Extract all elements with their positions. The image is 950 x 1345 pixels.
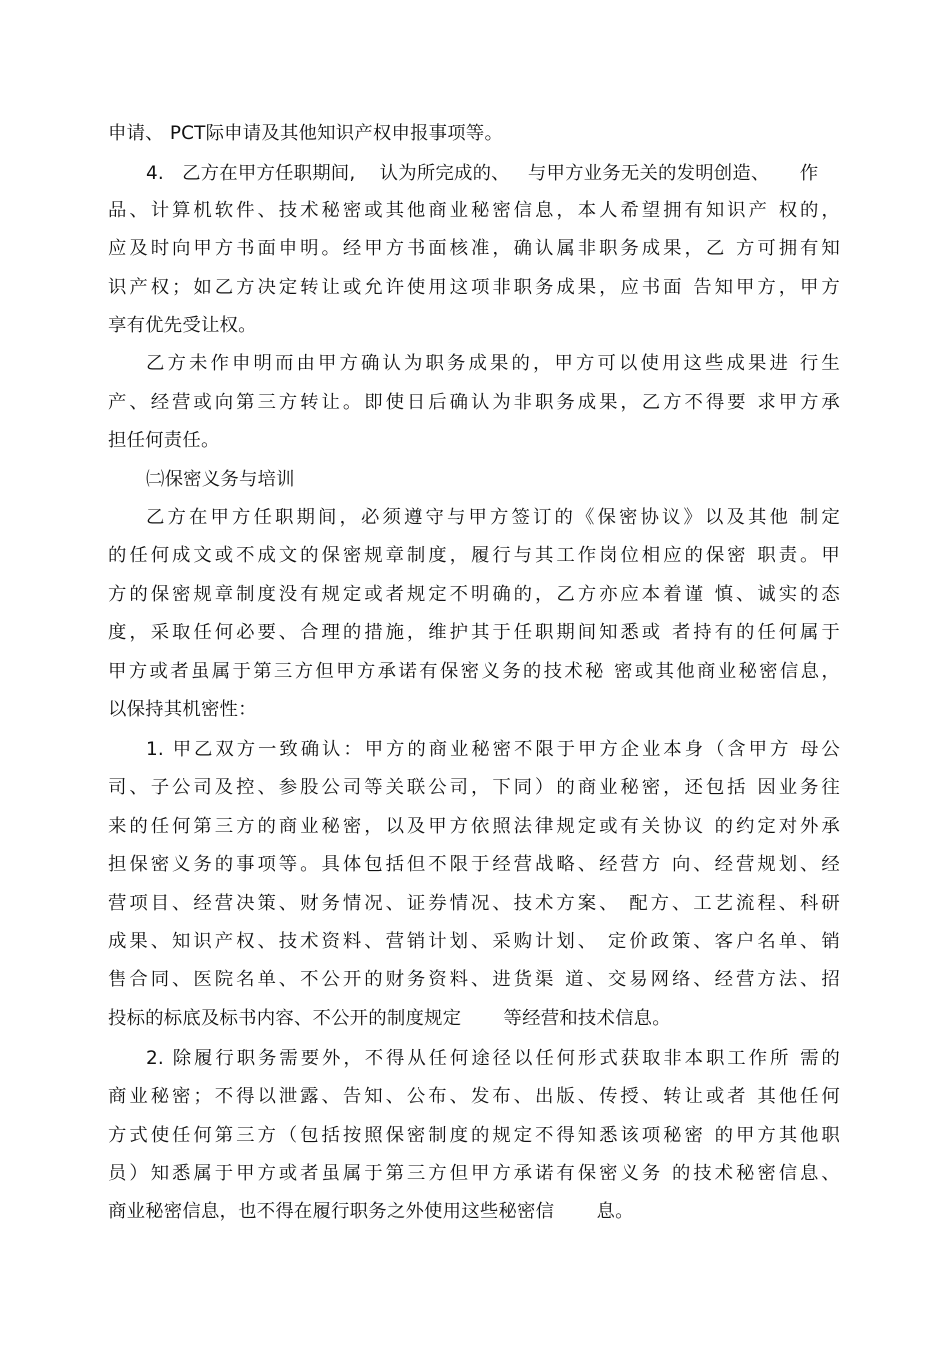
- text-line: 以保持其机密性：: [108, 699, 257, 720]
- text-line: 成果、知识产权、技术资料、营销计划、采购计划、 定价政策、客户名单、销: [108, 931, 840, 952]
- text-line: 申请、 PCT际申请及其他知识产权申报事项等。: [108, 123, 504, 144]
- text-line: 方的保密规章制度没有规定或者规定不明确的，乙方亦应本着谨 慎、诚实的态: [108, 584, 840, 605]
- text-line: 识产权；如乙方决定转让或允许使用这项非职务成果，应书面 告知甲方，甲方: [108, 277, 840, 298]
- text-line: 产、经营或向第三方转让。即使日后确认为非职务成果，乙方不得要 求甲方承: [108, 392, 840, 413]
- text-line: 营项目、经营决策、财务情况、证券情况、技术方案、 配方、工艺流程、科研: [108, 893, 840, 914]
- text-line: 担保密义务的事项等。具体包括但不限于经营战略、经营方 向、经营规划、经: [108, 854, 840, 875]
- text-line: 的任何成文或不成文的保密规章制度，履行与其工作岗位相应的保密 职责。甲: [108, 545, 840, 566]
- text-line: 售合同、医院名单、不公开的财务资料、进货渠 道、交易网络、经营方法、招: [108, 969, 840, 990]
- text-line: 4. 乙方在甲方任职期间, 认为所完成的、 与甲方业务无关的发明创造、 作: [146, 163, 819, 184]
- text-line: 乙方在甲方任职期间，必须遵守与甲方签订的《保密协议》以及其他 制定: [146, 507, 840, 528]
- text-line: 甲方或者虽属于第三方但甲方承诺有保密义务的技术秘 密或其他商业秘密信息，: [108, 661, 840, 682]
- text-line: 来的任何第三方的商业秘密，以及甲方依照法律规定或有关协议 的约定对外承: [108, 816, 840, 837]
- text-line: 司、子公司及控、参股公司等关联公司，下同）的商业秘密，还包括 因业务往: [108, 777, 840, 798]
- text-line: 方式使任何第三方（包括按照保密制度的规定不得知悉该项秘密 的甲方其他职: [108, 1125, 840, 1146]
- text-line: 乙方未作申明而由甲方确认为职务成果的，甲方可以使用这些成果进 行生: [146, 353, 840, 374]
- text-line: 投标的标底及标书内容、不公开的制度规定 等经营和技术信息。: [108, 1008, 671, 1029]
- text-line: 度，采取任何必要、合理的措施，维护其于任职期间知悉或 者持有的任何属于: [108, 622, 840, 643]
- section-heading: ㈡保密义务与培训: [146, 469, 295, 490]
- text-line: 商业秘密信息，也不得在履行职务之外使用这些秘密信 息。: [108, 1201, 634, 1222]
- text-line: 2. 除履行职务需要外，不得从任何途径以任何形式获取非本职工作所 需的: [146, 1048, 840, 1069]
- text-line: 品、计算机软件、技术秘密或其他商业秘密信息，本人希望拥有知识产 权的，: [108, 200, 840, 221]
- text-line: 享有优先受让权。: [108, 315, 257, 336]
- text-line: 1. 甲乙双方一致确认：甲方的商业秘密不限于甲方企业本身（含甲方 母公: [146, 739, 840, 760]
- text-line: 担任何责任。: [108, 430, 220, 451]
- text-line: 员）知悉属于甲方或者虽属于第三方但甲方承诺有保密义务 的技术秘密信息、: [108, 1163, 840, 1184]
- text-line: 商业秘密；不得以泄露、告知、公布、发布、出版、传授、转让或者 其他任何: [108, 1086, 840, 1107]
- text-line: 应及时向甲方书面申明。经甲方书面核准，确认属非职务成果，乙 方可拥有知: [108, 238, 840, 259]
